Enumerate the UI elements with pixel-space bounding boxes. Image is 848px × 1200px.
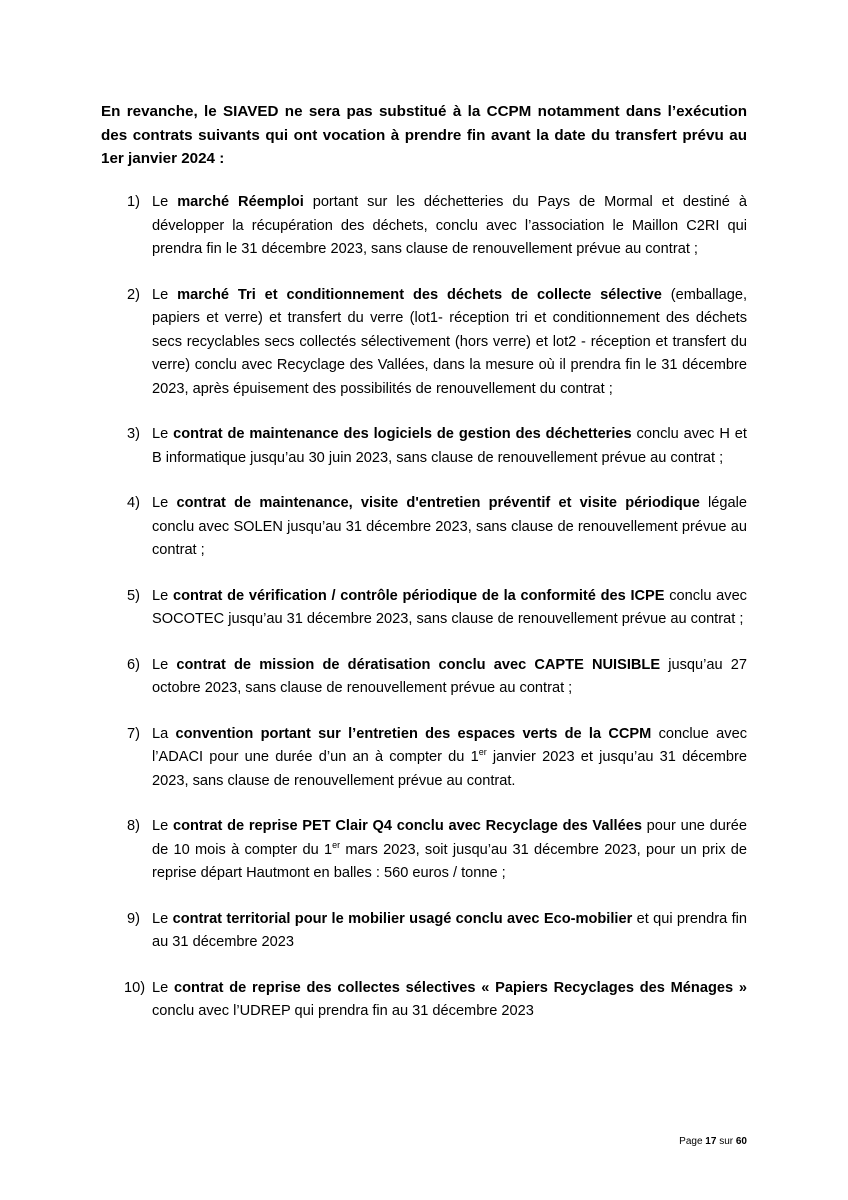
- list-item: [127, 723, 747, 794]
- item-lead: Le: [152, 818, 173, 834]
- item-rest: conclu avec SOCOTEC jusqu’au 31 décembre 2023, sans clause de renouvellement prévue au contrat ;: [152, 587, 747, 627]
- list-item: [127, 908, 747, 955]
- item-bold: contrat territorial pour le mobilier usagé conclu avec Eco-mobilier: [172, 910, 633, 927]
- list-item: [127, 654, 747, 701]
- item-rest: légale conclu avec SOLEN jusqu’au 31 décembre 2023, sans clause de renouvellement prévue au contrat ;: [152, 495, 747, 558]
- item-rest-2: janvier 2023 et jusqu’au 31 décembre 2023, sans clause de renouvellement prévue au contrat.: [152, 749, 748, 789]
- item-rest: conclu avec l’UDREP qui prendra fin au 31 décembre 2023: [152, 1003, 534, 1019]
- page-number-footer: [679, 1136, 747, 1147]
- item-number: 10): [124, 979, 146, 996]
- item-rest: et qui prendra fin au 31 décembre 2023: [152, 910, 747, 950]
- item-rest: jusqu’au 27 octobre 2023, sans clause de renouvellement prévue au contrat ;: [152, 656, 747, 696]
- list-item: [127, 815, 747, 886]
- list-item: [127, 191, 747, 262]
- item-number: 3): [127, 426, 140, 442]
- item-rest: conclu avec H et B informatique jusqu’au 30 juin 2023, sans clause de renouvellement prévue au contrat ;: [152, 426, 747, 466]
- item-bold: convention portant sur l’entretien des espaces verts de la CCPM: [175, 725, 652, 742]
- item-rest: conclue avec l’ADACI pour une durée d’un an à compter du 1: [152, 725, 747, 765]
- item-bold: contrat de reprise des collectes sélectives « Papiers Recyclages des Ménages »: [174, 979, 747, 996]
- item-superscript: er: [478, 747, 487, 757]
- item-bold: contrat de mission de dératisation conclu avec CAPTE NUISIBLE: [176, 656, 661, 673]
- list-item: [127, 585, 747, 632]
- list-item: [124, 977, 747, 1024]
- contract-list: [124, 191, 748, 1046]
- item-bold: marché Réemploi: [177, 194, 304, 210]
- footer-middle: sur: [716, 1136, 736, 1147]
- item-rest-2: mars 2023, soit jusqu’au 31 décembre 2023, pour un prix de reprise départ Hautmont en balles : 560 euros / tonne ;: [152, 841, 747, 881]
- footer-prefix: Page: [679, 1136, 706, 1147]
- item-bold: contrat de vérification / contrôle périodique de la conformité des ICPE: [172, 587, 665, 604]
- item-lead: Le: [152, 495, 177, 511]
- item-lead: Le: [152, 286, 178, 303]
- item-lead: Le: [152, 656, 177, 673]
- item-number: 1): [127, 194, 140, 210]
- item-superscript: er: [332, 839, 341, 850]
- item-number: 8): [127, 818, 140, 834]
- item-bold: marché Tri et conditionnement des déchets de collecte sélective: [177, 286, 662, 303]
- item-number: 4): [127, 495, 140, 511]
- item-lead: Le: [152, 979, 175, 996]
- item-lead: Le: [152, 194, 178, 210]
- item-lead: Le: [152, 426, 174, 442]
- item-number: 7): [127, 725, 140, 742]
- total-page-number: 60: [735, 1136, 747, 1147]
- list-item: [127, 423, 747, 470]
- item-bold: contrat de reprise PET Clair Q4 conclu avec Recyclage des Vallées: [172, 818, 642, 834]
- item-rest: (emballage, papiers et verre) et transfert du verre (lot1- réception tri et conditionnement des déchets secs recyclables secs collectés sélectivement (hors verre) et lot2 - réception et transfert du verre) conclu avec Recyclage des Vallées, dans la mesure où il prendra fin le 31 décembre 2023, après épuisement des possibilités de renouvellement du contrat ;: [152, 286, 747, 397]
- list-item: [127, 492, 747, 563]
- item-rest: portant sur les déchetteries du Pays de Mormal et destiné à développer la récupération des déchets, conclu avec l’association le Maillon C2RI qui prendra fin le 31 décembre 2023, sans clause de renouvellement prévue au contrat ;: [152, 194, 747, 257]
- item-bold: contrat de maintenance des logiciels de gestion des déchetteries: [173, 426, 632, 442]
- item-number: 6): [127, 656, 140, 673]
- item-lead: La: [152, 725, 176, 742]
- item-lead: Le: [152, 910, 173, 927]
- list-item: [127, 284, 747, 402]
- item-bold: contrat de maintenance, visite d'entretien préventif et visite périodique: [176, 495, 700, 511]
- item-rest: pour une durée de 10 mois à compter du 1: [152, 818, 747, 858]
- item-number: 9): [127, 910, 140, 927]
- item-number: 5): [127, 587, 140, 604]
- intro-paragraph: En revanche, le SIAVED ne sera pas substitué à la CCPM notamment dans l’exécution des contrats suivants qui ont vocation à prendre fin avant la date du transfert prévu au 1er janvier 2024 :: [101, 103, 747, 167]
- item-number: 2): [127, 286, 140, 303]
- item-lead: Le: [152, 587, 173, 604]
- current-page-number: 17: [705, 1136, 717, 1147]
